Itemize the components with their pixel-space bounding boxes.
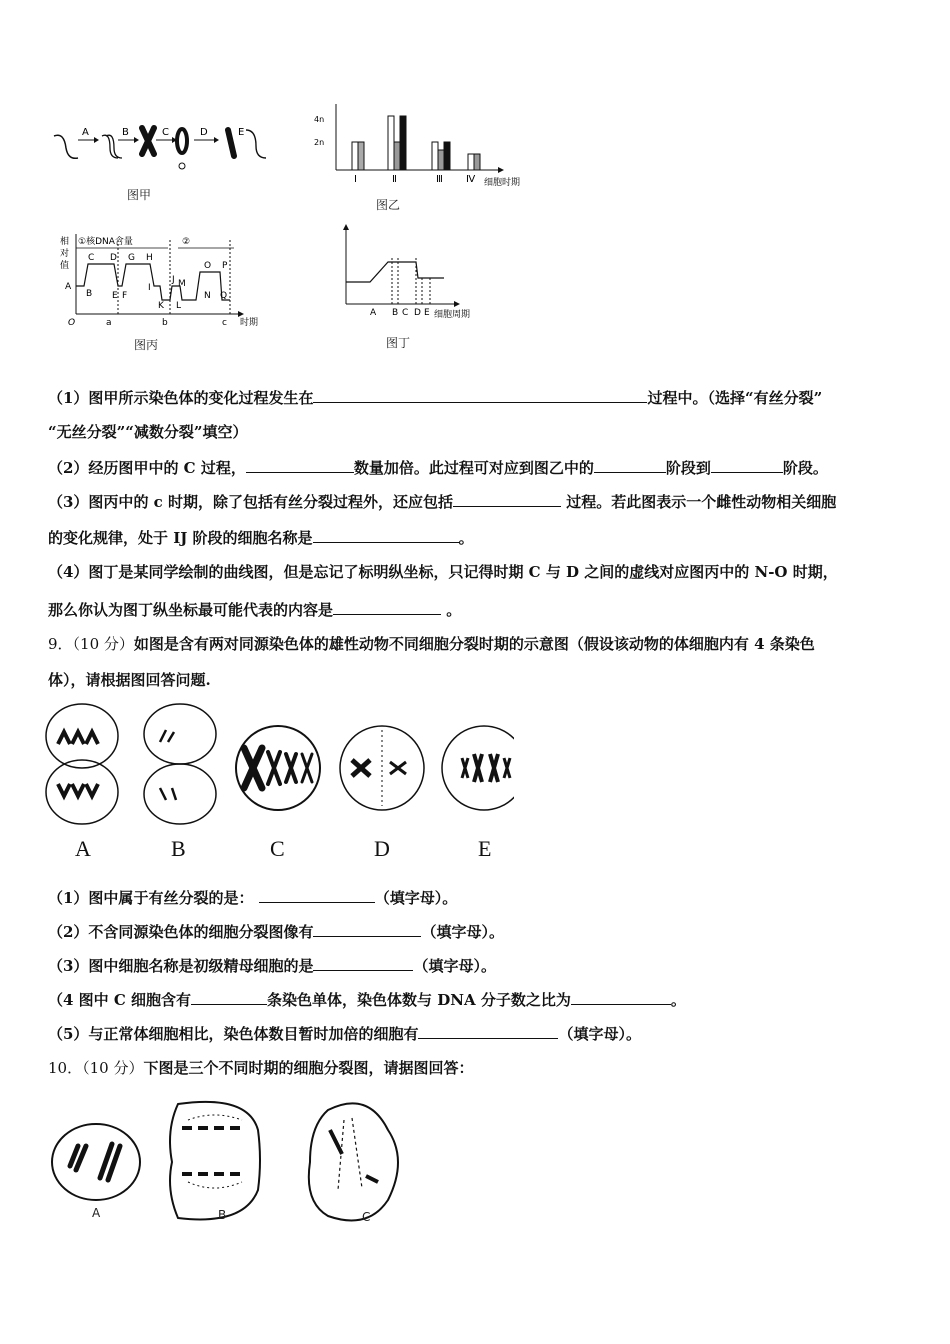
q8-1-blank[interactable]: [313, 386, 647, 403]
q9-4-text-c: 。: [670, 991, 686, 1009]
caption-ding: 图丁: [386, 336, 411, 350]
yi-xtick-2: Ⅱ: [392, 174, 397, 185]
q9-stem: [48, 634, 815, 654]
q10-number: 10．（10 分）: [48, 1059, 144, 1077]
q9-cell-label-b: B: [171, 836, 186, 861]
bing-pt-c: C: [88, 253, 95, 263]
q9-4-text-a: （4 图中 C 细胞含有: [48, 991, 192, 1009]
q9-item-5: [48, 1022, 641, 1044]
bing-ylabel-2: 对: [60, 249, 70, 259]
bing-pt-b: B: [86, 289, 93, 299]
q9-2-text-b: （填字母）。: [421, 923, 504, 941]
q9-2-blank[interactable]: [313, 920, 421, 937]
ding-xmark-e: E: [424, 308, 430, 318]
q8-3-text-c: 的变化规律，处于 IJ 阶段的细胞名称是: [48, 529, 313, 547]
q9-cell-label-a: A: [75, 836, 91, 861]
q9-cell-figures: [44, 702, 514, 832]
jia-label-b: B: [122, 127, 129, 138]
figure-ding: [336, 222, 486, 322]
q9-5-text-a: （5）与正常体细胞相比，染色体数目暂时加倍的细胞有: [48, 1025, 419, 1043]
figure-yi: [312, 100, 542, 192]
bing-origin: O: [68, 318, 76, 328]
q8-1-text-b: 过程中。（选择“有丝分裂”: [647, 389, 823, 407]
q8-3-text-b: 过程。若此图表示一个雌性动物相关细胞: [561, 493, 837, 511]
yi-xtick-3: Ⅲ: [436, 174, 443, 185]
q10-cell-label-b: B: [218, 1208, 227, 1222]
q9-item-3: [48, 954, 496, 976]
yi-xtick-1: Ⅰ: [354, 174, 357, 185]
caption-yi: 图乙: [376, 198, 401, 212]
q10-cell-label-c: C: [362, 1210, 371, 1224]
q8-item-2: [48, 456, 828, 478]
q9-cell-label-d: D: [374, 836, 390, 861]
bing-pt-i: I: [148, 283, 151, 293]
q9-stem-1: 如图是含有两对同源染色体的雄性动物不同细胞分裂时期的示意图（假设该动物的体细胞内有 4 条染色: [133, 635, 815, 653]
q8-3-blank-2[interactable]: [313, 526, 459, 543]
bing-pt-a: A: [65, 282, 72, 292]
q8-item-4: （4）图丁是某同学绘制的曲线图，但是忘记了标明纵坐标，只记得时期 C 与 D 之间的虚线对应图丙中的 N-O 时期，: [48, 563, 838, 581]
q8-3-text-d: 。: [458, 529, 474, 547]
bing-xmark-b: b: [162, 318, 168, 328]
yi-ytick-4n: 4n: [314, 115, 325, 124]
bing-pt-l: L: [176, 301, 182, 311]
q9-number: 9．（10 分）: [48, 635, 134, 653]
figure-jia: [48, 118, 278, 203]
bing-ylabel-1: 相: [60, 237, 70, 247]
ding-xmark-a: A: [370, 308, 377, 318]
bing-pt-e: E: [112, 291, 118, 301]
q8-2-text-a: （2）经历图甲中的 C 过程，: [48, 459, 246, 477]
bing-pt-j: J: [172, 275, 175, 285]
q9-5-text-b: （填字母）。: [558, 1025, 641, 1043]
bing-xlabel: 时期: [240, 318, 259, 328]
q9-cell-label-e: E: [478, 836, 492, 861]
bing-pt-q: Q: [220, 291, 228, 301]
q10-stem-text: 下图是三个不同时期的细胞分裂图，请据图回答：: [143, 1059, 474, 1077]
q9-3-text-a: （3）图中细胞名称是初级精母细胞的是: [48, 957, 314, 975]
bing-xmark-a: a: [106, 318, 112, 328]
q9-4-blank-1[interactable]: [191, 988, 267, 1005]
q9-5-blank[interactable]: [418, 1022, 558, 1039]
q8-2-text-c: 阶段到: [665, 459, 711, 477]
bing-xmark-c: c: [222, 318, 227, 328]
q9-4-text-b: 条染色单体，染色体数与 DNA 分子数之比为: [267, 991, 571, 1009]
q8-4-text-c: 。: [441, 601, 462, 619]
q9-item-1: [48, 886, 457, 908]
jia-label-a: A: [82, 127, 89, 138]
bing-pt-o: O: [204, 261, 212, 271]
q8-2-text-d: 阶段。: [782, 459, 828, 477]
q9-1-text-a: （1）图中属于有丝分裂的是：: [48, 889, 254, 907]
q9-item-2: [48, 920, 504, 942]
bing-pt-m: M: [178, 279, 186, 289]
q9-stem-cont: 体），请根据图回答问题.: [48, 671, 211, 689]
ding-xmark-c: C: [402, 308, 409, 318]
ding-xlabel: 细胞周期: [434, 310, 471, 320]
q8-item-3: [48, 490, 836, 512]
q8-1-text-a: （1）图甲所示染色体的变化过程发生在: [48, 389, 314, 407]
q9-3-text-b: （填字母）。: [413, 957, 496, 975]
q8-item-3-cont: [48, 526, 474, 548]
q8-item-1: [48, 386, 822, 408]
q9-4-blank-2[interactable]: [571, 988, 671, 1005]
q9-3-blank[interactable]: [313, 954, 413, 971]
bing-seg2-label: ②: [182, 237, 191, 247]
q10-stem: [48, 1058, 473, 1078]
bing-pt-f: F: [122, 291, 128, 301]
jia-label-d: D: [200, 127, 208, 138]
q8-4-blank[interactable]: [333, 598, 441, 615]
bing-pt-n: N: [204, 291, 211, 301]
bing-ylabel-3: 值: [60, 261, 70, 271]
q9-item-4: [48, 988, 686, 1010]
q8-4-text-b: 那么你认为图丁纵坐标最可能代表的内容是: [48, 601, 334, 619]
yi-xlabel: 细胞时期: [484, 178, 521, 188]
ding-xmark-b: B: [392, 308, 399, 318]
bing-seg1-label: ①核DNA含量: [78, 237, 133, 247]
ding-xmark-d: D: [414, 308, 421, 318]
q8-2-blank-1[interactable]: [246, 456, 354, 473]
q9-cell-label-c: C: [270, 836, 285, 861]
bing-pt-p: P: [222, 261, 228, 271]
jia-label-c: C: [162, 127, 169, 138]
bing-pt-h: H: [146, 253, 153, 263]
q8-2-blank-2[interactable]: [594, 456, 666, 473]
q9-2-text-a: （2）不含同源染色体的细胞分裂图像有: [48, 923, 314, 941]
jia-label-e: E: [238, 127, 245, 138]
q10-cell-label-a: A: [92, 1206, 101, 1220]
bing-pt-d: D: [110, 253, 117, 263]
q10-cell-figures: [48, 1090, 428, 1240]
q8-3-text-a: （3）图丙中的 c 时期，除了包括有丝分裂过程外，还应包括: [48, 493, 454, 511]
q9-1-blank[interactable]: [259, 886, 375, 903]
q8-2-text-b: 数量加倍。此过程可对应到图乙中的: [353, 459, 594, 477]
q8-item-4-cont: [48, 598, 461, 620]
yi-ytick-2n: 2n: [314, 138, 325, 147]
bing-pt-k: K: [158, 301, 164, 311]
figure-bing: [58, 230, 273, 330]
q8-2-blank-3[interactable]: [711, 456, 783, 473]
yi-xtick-4: Ⅳ: [466, 174, 476, 185]
q9-1-text-b: （填字母）。: [374, 889, 458, 907]
caption-bing: 图丙: [134, 338, 159, 352]
q8-3-blank-1[interactable]: [453, 490, 561, 507]
q8-item-1-cont: “无丝分裂”“减数分裂”填空）: [48, 423, 248, 441]
bing-pt-g: G: [128, 253, 135, 263]
caption-jia: 图甲: [127, 188, 152, 202]
